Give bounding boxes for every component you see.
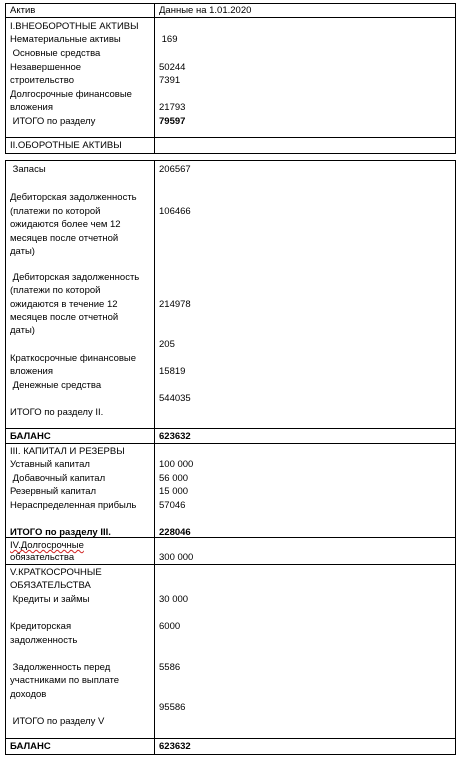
label-receivables-st-3: ожидаются в течение 12 xyxy=(10,299,118,310)
value-receivables-lt: 106466 xyxy=(159,206,191,217)
value-205: 205 xyxy=(159,339,175,350)
label-section5-total: ИТОГО по разделу V xyxy=(10,716,105,727)
label-retained-earnings: Нераспределенная прибыль xyxy=(10,500,137,511)
value-dividends: 5586 xyxy=(159,662,181,673)
section5-title-2: ОБЯЗАТЕЛЬСТВА xyxy=(10,580,91,591)
label-receivables-lt-4: месяцев после отчетной xyxy=(10,233,119,244)
section2-row xyxy=(6,161,455,429)
label-added-capital: Добавочный капитал xyxy=(10,473,106,484)
section3-row xyxy=(6,444,455,538)
balance1-value: 623632 xyxy=(159,431,191,442)
label-receivables-lt-5: даты) xyxy=(10,246,35,257)
label-cash: Денежные средства xyxy=(10,380,102,391)
section1-title: I.ВНЕОБОРОТНЫЕ АКТИВЫ xyxy=(10,21,139,32)
balance2-value: 623632 xyxy=(159,741,191,752)
value-construction: 50244 xyxy=(159,62,186,73)
label-receivables-lt-1: Дебиторская задолженность xyxy=(10,192,137,203)
label-receivables-st-4: месяцев после отчетной xyxy=(10,312,119,323)
header-row xyxy=(6,4,455,18)
value-lt-investments: 21793 xyxy=(159,102,186,113)
section4-label-1: IV.Долгосрочные xyxy=(10,540,84,551)
label-section1-total: ИТОГО по разделу xyxy=(10,116,96,127)
section1-row xyxy=(6,18,455,138)
balance-table-bottom xyxy=(5,160,456,755)
section2-title-row xyxy=(6,138,455,153)
value-section3-total: 228046 xyxy=(159,527,191,538)
value-section1-total: 79597 xyxy=(159,116,186,127)
value-st-investments: 15819 xyxy=(159,366,186,377)
label-payables-2: задолженность xyxy=(10,635,78,646)
label-fixed-assets: Основные средства xyxy=(10,48,101,59)
label-section2-total: ИТОГО по разделу II. xyxy=(10,407,104,418)
balance2-row xyxy=(6,739,455,754)
label-lt-investments-2: вложения xyxy=(10,102,53,113)
value-intangible: 169 xyxy=(159,34,178,45)
label-st-investments-1: Краткосрочные финансовые xyxy=(10,353,137,364)
value-section5-total: 95586 xyxy=(159,702,186,713)
section3-title: III. КАПИТАЛ И РЕЗЕРВЫ xyxy=(10,446,125,457)
value-lt-liabilities: 300 000 xyxy=(159,552,194,563)
value-reserve-capital: 15 000 xyxy=(159,486,189,497)
label-construction-2: строительство xyxy=(10,75,75,86)
value-retained-earnings: 57046 xyxy=(159,500,186,511)
section5-row xyxy=(6,565,455,739)
header-asset: Актив xyxy=(10,5,36,16)
label-receivables-lt-3: ожидаются более чем 12 xyxy=(10,219,121,230)
label-st-investments-2: вложения xyxy=(10,366,53,377)
balance-table-top xyxy=(5,3,456,154)
header-date: Данные на 1.01.2020 xyxy=(159,5,252,16)
value-added-capital: 56 000 xyxy=(159,473,189,484)
label-inventory: Запасы xyxy=(10,164,46,175)
label-construction-1: Незавершенное xyxy=(10,62,82,73)
label-dividends-2: участниками по выплате xyxy=(10,675,119,686)
balance1-row xyxy=(6,429,455,444)
label-dividends-3: доходов xyxy=(10,689,47,700)
label-receivables-st-5: даты) xyxy=(10,325,35,336)
value-payables: 6000 xyxy=(159,621,181,632)
label-payables-1: Кредиторская xyxy=(10,621,72,632)
section2-title: II.ОБОРОТНЫЕ АКТИВЫ xyxy=(10,140,122,151)
label-section3-total: ИТОГО по разделу III. xyxy=(10,527,111,538)
section4-label-2: обязательства xyxy=(10,552,75,563)
value-construction-2: 7391 xyxy=(159,75,181,86)
section4-row xyxy=(6,538,455,565)
value-share-capital: 100 000 xyxy=(159,459,194,470)
label-intangible: Нематериальные активы xyxy=(10,34,121,45)
label-receivables-st-1: Дебиторская задолженность xyxy=(10,272,140,283)
label-lt-investments-1: Долгосрочные финансовые xyxy=(10,89,132,100)
section5-title-1: V.КРАТКОСРОЧНЫЕ xyxy=(10,567,102,578)
value-cash: 544035 xyxy=(159,393,191,404)
label-share-capital: Уставный капитал xyxy=(10,459,90,470)
value-inventory: 206567 xyxy=(159,164,191,175)
value-loans: 30 000 xyxy=(159,594,189,605)
label-dividends-1: Задолженность перед xyxy=(10,662,111,673)
balance1-label: БАЛАНС xyxy=(10,431,51,442)
label-receivables-lt-2: (платежи по которой xyxy=(10,206,101,217)
balance2-label: БАЛАНС xyxy=(10,741,51,752)
label-loans: Кредиты и займы xyxy=(10,594,90,605)
value-receivables-st: 214978 xyxy=(159,299,191,310)
label-receivables-st-2: (платежи по которой xyxy=(10,285,101,296)
label-reserve-capital: Резервный капитал xyxy=(10,486,97,497)
